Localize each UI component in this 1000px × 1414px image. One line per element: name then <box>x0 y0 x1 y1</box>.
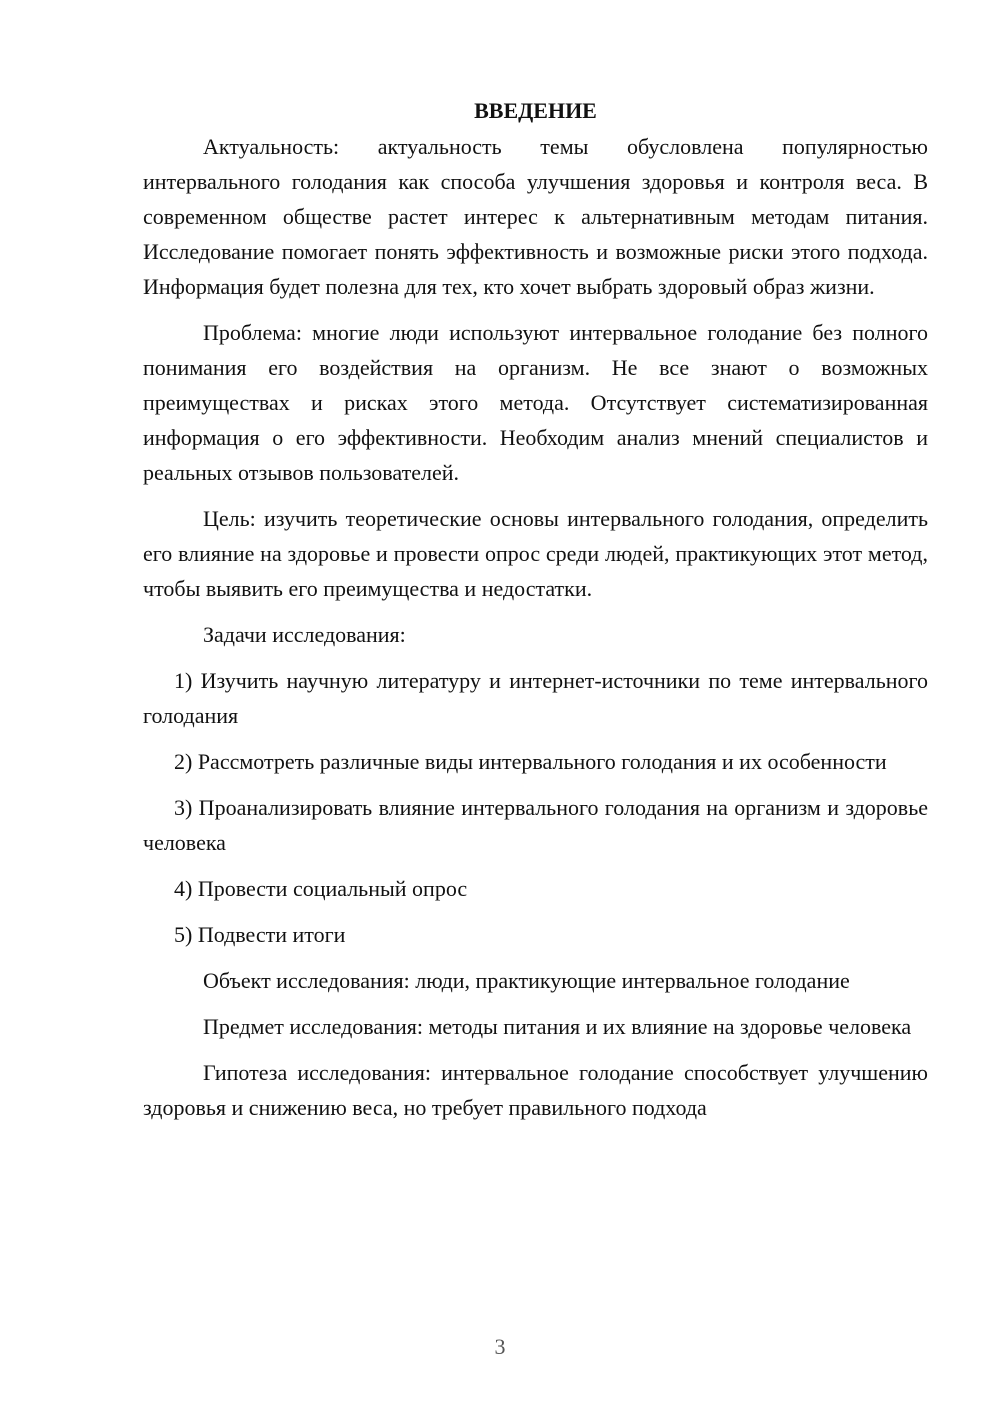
paragraph-goal: Цель: изучить теоретические основы интервального голодания, определить его влияние на здоровье и провести опрос среди людей, практикующих этот метод, чтобы выявить его преимущества и недостатки. <box>143 506 928 601</box>
task-item-4: 4) Провести социальный опрос <box>174 876 468 901</box>
paragraph-relevance: Актуальность: актуальность темы обусловлена популярностью интервального голодания как способа улучшения здоровья и контроля веса. В современном обществе растет интерес к альтернативным методам питания. Исследование помогает понять эффективность и возможные риски этого подхода. Информация будет полезна для тех, кто хочет выбрать здоровый образ жизни. <box>143 134 928 299</box>
paragraph-problem: Проблема: многие люди используют интервальное голодание без полного понимания его воздействия на организм. Не все знают о возможных преимуществах и рисках этого метода. Отсутствует систематизированная информация о его эффективности. Необходим анализ мнений специалистов и реальных отзывов пользователей. <box>143 320 928 485</box>
paragraph-hypothesis: Гипотеза исследования: интервальное голодание способствует улучшению здоровья и снижению веса, но требует правильного подхода <box>143 1060 928 1120</box>
task-item-3: 3) Проанализировать влияние интервального голодания на организм и здоровье человека <box>143 795 928 855</box>
paragraph-object: Объект исследования: люди, практикующие интервальное голодание <box>203 968 850 993</box>
section-title: ВВЕДЕНИЕ <box>474 98 597 123</box>
page-number: 3 <box>494 1334 506 1359</box>
paragraph-subject: Предмет исследования: методы питания и их влияние на здоровье человека <box>203 1014 912 1039</box>
paragraph-tasks-heading: Задачи исследования: <box>203 622 406 647</box>
task-item-1: 1) Изучить научную литературу и интернет-источники по теме интервального голодания <box>143 668 928 728</box>
page-content <box>143 93 928 1136</box>
task-item-2: 2) Рассмотреть различные виды интервального голодания и их особенности <box>174 749 887 774</box>
task-item-5: 5) Подвести итоги <box>174 922 346 947</box>
